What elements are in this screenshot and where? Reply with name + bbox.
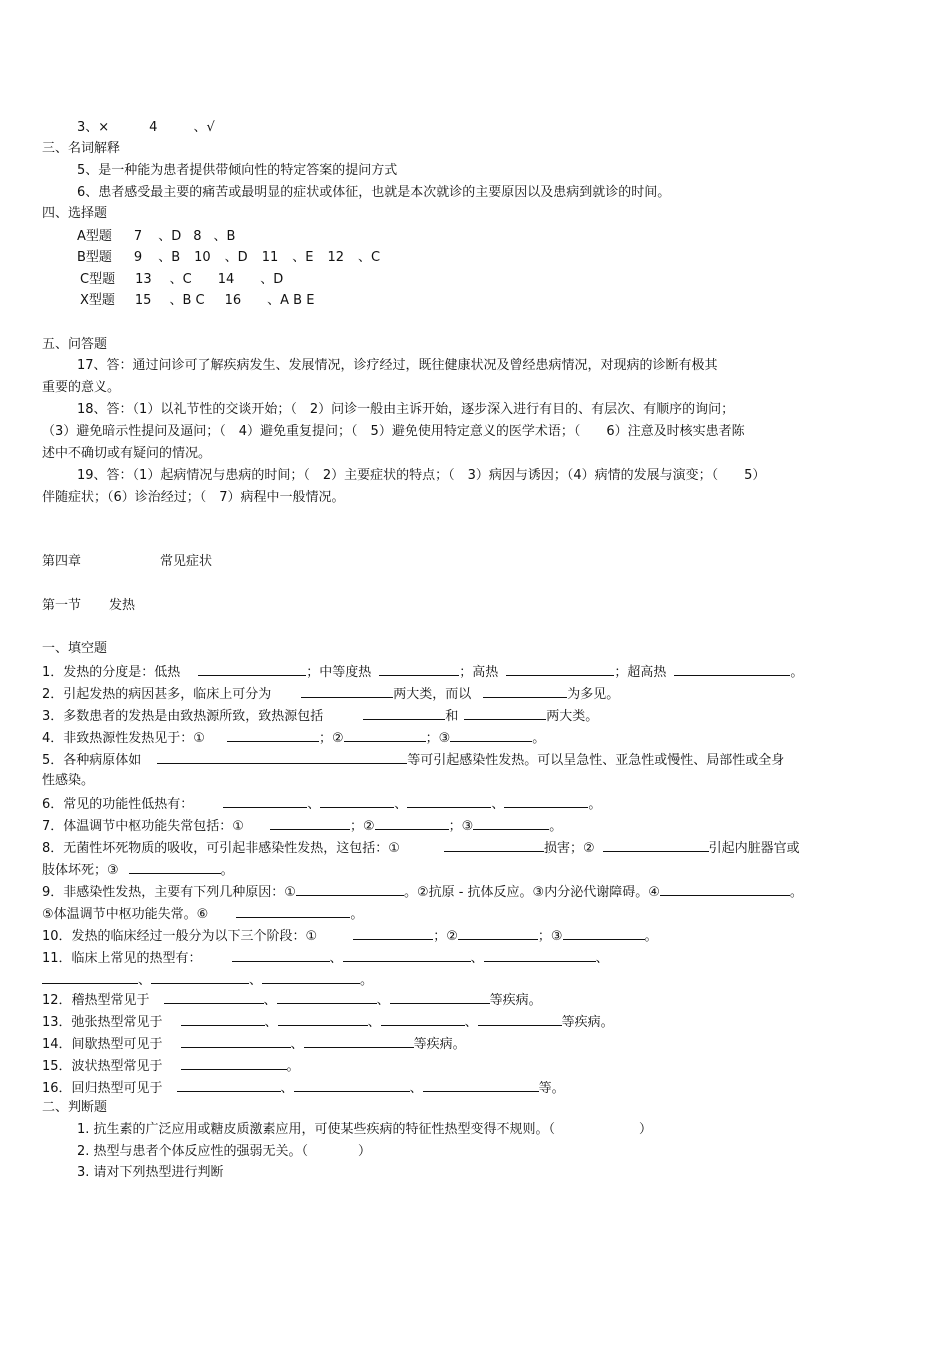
type-label: X型题 — [80, 293, 115, 308]
blank[interactable] — [464, 706, 546, 720]
q-text: 6．常见的功能性低热有： — [42, 797, 194, 812]
blank[interactable] — [296, 882, 404, 896]
q-text: 4．非致热源性发热见于：① — [42, 731, 205, 746]
blank[interactable] — [301, 684, 393, 698]
q-num: 11 — [261, 250, 279, 265]
answer-17-line1: 17、答：通过问诊可了解疾病发生、发展情况，诊疗经过，既往健康状况及曾经患病情况，对现病的诊断有极其 — [77, 358, 718, 373]
q-text: 2．引起发热的病因甚多，临床上可分为 — [42, 687, 272, 702]
blank[interactable] — [478, 1012, 562, 1026]
q-num: 7 — [133, 229, 143, 244]
fill-q16 — [42, 1078, 565, 1098]
blank[interactable] — [353, 926, 433, 940]
q-text: 2. 热型与患者个体反应性的强弱无关。（ — [77, 1144, 309, 1159]
answer-4-num: 4 — [149, 120, 158, 135]
blank[interactable] — [458, 926, 538, 940]
q-text: 肢体坏死；③ — [42, 863, 119, 878]
q-text: 、 — [280, 1081, 294, 1096]
fill-q8-cont — [42, 860, 234, 880]
judge-q3: 3. 请对下列热型进行判断 — [77, 1165, 224, 1180]
answer-19-line1: 19、答：（1）起病情况与患病的时间；（ 2）主要症状的特点；（ 3）病因与诱因；（4）病情的发展与演变；（ 5） — [77, 468, 766, 483]
fill-q9-cont — [42, 904, 363, 924]
fill-q15 — [42, 1056, 300, 1076]
blank[interactable] — [236, 904, 350, 918]
q-answer: 、B — [213, 229, 236, 244]
q-text: ；中等度热 — [306, 665, 372, 680]
q-text: 15．波状热型常见于 — [42, 1059, 163, 1074]
blank[interactable] — [444, 838, 544, 852]
judge-q2 — [77, 1143, 371, 1161]
q-text: 等疾病。 — [489, 993, 542, 1008]
q-answer: 、D — [260, 272, 284, 287]
blank[interactable] — [181, 1056, 287, 1070]
blank[interactable] — [483, 684, 567, 698]
q-text: 为多见。 — [567, 687, 620, 702]
q-text: 13．弛张热型常见于 — [42, 1015, 163, 1030]
answer-19-line2: 伴随症状；（6）诊治经过；（ 7）病程中一般情况。 — [42, 490, 345, 505]
blank[interactable] — [375, 816, 449, 830]
q-num: 16 — [224, 293, 242, 308]
blank[interactable] — [320, 794, 394, 808]
blank[interactable] — [381, 1012, 465, 1026]
q-text: ；③ — [425, 731, 451, 746]
q-text: 16．回归热型可见于 — [42, 1081, 163, 1096]
blank[interactable] — [223, 794, 307, 808]
section-number: 第一节 — [42, 598, 82, 613]
q-text: 等。 — [538, 1081, 565, 1096]
section-heading-3: 三、名词解释 — [42, 141, 121, 156]
choice-a-line — [77, 228, 235, 246]
q-text: 1. 抗生素的广泛应用或糖皮质激素应用，可使某些疾病的特征性热型变得不规则。（ — [77, 1122, 556, 1137]
q-text: 损害；② — [543, 841, 595, 856]
fill-q6 — [42, 794, 601, 814]
fill-q5-cont: 性感染。 — [42, 773, 95, 788]
q-text: 、 — [376, 993, 390, 1008]
blank[interactable] — [304, 1034, 414, 1048]
fill-q12 — [42, 990, 542, 1010]
fill-q3 — [42, 706, 598, 726]
blank[interactable] — [390, 990, 490, 1004]
q-text: ；③ — [537, 929, 563, 944]
blank[interactable] — [262, 970, 360, 984]
blank[interactable] — [278, 1012, 368, 1026]
q-text: 3．多数患者的发热是由致热源所致，致热源包括 — [42, 709, 324, 724]
fill-q13 — [42, 1012, 614, 1032]
q-text: ；② — [349, 819, 375, 834]
q-text: 。 — [360, 973, 374, 988]
blank[interactable] — [157, 750, 407, 764]
blank[interactable] — [181, 1012, 265, 1026]
blank[interactable] — [506, 662, 614, 676]
blank[interactable] — [227, 728, 319, 742]
q-text: 、 — [290, 1037, 304, 1052]
q-answer: 、E — [292, 250, 314, 265]
q-num: 13 — [135, 272, 152, 287]
q-text: 。 — [286, 1059, 300, 1074]
blank[interactable] — [660, 882, 790, 896]
q-text: ；② — [318, 731, 344, 746]
q-answer: 、B — [158, 250, 181, 265]
q-text: 、 — [264, 1015, 278, 1030]
choice-x-line — [80, 292, 314, 310]
q-text: 引起内脏器官或 — [708, 841, 800, 856]
q-text: ；② — [433, 929, 458, 944]
blank[interactable] — [343, 948, 471, 962]
blank[interactable] — [277, 990, 377, 1004]
answer-5: 5、是一种能为患者提供带倾向性的特定答案的提问方式 — [77, 163, 398, 178]
q-text: 和 — [445, 709, 459, 724]
q-answer: 、C — [169, 272, 192, 287]
q-text: 。 — [350, 907, 364, 922]
q-text: 、 — [394, 797, 408, 812]
type-label: C型题 — [80, 272, 116, 287]
judge-answer-line — [77, 119, 215, 137]
q-text: 14．间歇热型可见于 — [42, 1037, 163, 1052]
q-text: 。 — [790, 665, 804, 680]
q-text: 、 — [470, 951, 484, 966]
blank[interactable] — [177, 1078, 281, 1092]
blank[interactable] — [270, 816, 350, 830]
q-text: 11．临床上常见的热型有： — [42, 951, 202, 966]
blank[interactable] — [484, 948, 596, 962]
fill-heading: 一、填空题 — [42, 641, 108, 656]
fill-q14 — [42, 1034, 466, 1054]
q-text: ⑤体温调节中枢功能失常。⑥ — [42, 907, 209, 922]
fill-q7 — [42, 816, 562, 836]
blank[interactable] — [473, 816, 549, 830]
q-num: 15 — [134, 293, 152, 308]
blank[interactable] — [181, 1034, 291, 1048]
blank[interactable] — [504, 794, 588, 808]
answer-6: 6、患者感受最主要的痛苦或最明显的症状或体征，也就是本次就诊的主要原因以及患病到就诊的时间。 — [77, 185, 671, 200]
q-num: 8 — [193, 229, 202, 244]
q-text: ） — [358, 1144, 372, 1159]
section-title: 发热 — [109, 598, 136, 613]
blank[interactable] — [423, 1078, 539, 1092]
fill-q11-cont — [42, 970, 373, 990]
q-text: ；超高热 — [614, 665, 667, 680]
section-heading-4: 四、选择题 — [42, 206, 108, 221]
blank[interactable] — [129, 860, 221, 874]
q-text: 12．稽热型常见于 — [42, 993, 150, 1008]
type-label: B型题 — [77, 250, 112, 265]
blank[interactable] — [603, 838, 709, 852]
q-text: 两大类。 — [546, 709, 599, 724]
choice-b-line — [77, 249, 380, 267]
q-text: 7．体温调节中枢功能失常包括：① — [42, 819, 244, 834]
fill-q2 — [42, 684, 619, 704]
answer-3: 3、× — [77, 120, 110, 135]
q-text: 。 — [549, 819, 563, 834]
q-text: ；高热 — [459, 665, 499, 680]
q-num: 9 — [133, 250, 143, 265]
q-text: 、 — [263, 993, 277, 1008]
q-text: 8．无菌性坏死物质的吸收，可引起非感染性发热，这包括：① — [42, 841, 400, 856]
q-text: 。 — [588, 797, 602, 812]
fill-q4 — [42, 728, 545, 748]
answer-18-line1: 18、答：（1）以礼节性的交谈开始；（ 2）问诊一般由主诉开始，逐步深入进行有目的、有层次、有顺序的询问； — [77, 402, 735, 417]
q-text: ） — [639, 1122, 653, 1137]
chapter-number: 第四章 — [42, 554, 82, 569]
q-text: 。 — [220, 863, 234, 878]
answer-17-line2: 重要的意义。 — [42, 380, 121, 395]
judge-q1 — [77, 1121, 652, 1139]
q-num: 10 — [194, 250, 211, 265]
section-heading-5: 五、问答题 — [42, 337, 108, 352]
q-text: 、 — [249, 973, 263, 988]
fill-q1 — [42, 662, 803, 682]
blank[interactable] — [363, 706, 445, 720]
judge-heading: 二、判断题 — [42, 1100, 108, 1115]
answer-18-line2: （3）避免暗示性提问及逼问；（ 4）避免重复提问；（ 5）避免使用特定意义的医学术语；（ 6）注意及时核实患者陈 — [42, 424, 745, 439]
q-answer: 、C — [358, 250, 381, 265]
q-text: 、 — [491, 797, 505, 812]
q-text: 。②抗原 - 抗体反应。③内分泌代谢障碍。④ — [403, 885, 660, 900]
q-text: 。 — [644, 929, 658, 944]
q-num: 12 — [327, 250, 344, 265]
q-answer: 、D — [224, 250, 248, 265]
blank[interactable] — [42, 970, 138, 984]
q-text: 1．发热的分度是：低热 — [42, 665, 181, 680]
q-text: 。 — [532, 731, 546, 746]
q-answer: 、B C — [169, 293, 205, 308]
q-text: ；③ — [448, 819, 474, 834]
blank[interactable] — [407, 794, 491, 808]
q-text: 5．各种病原体如 — [42, 753, 142, 768]
blank[interactable] — [563, 926, 645, 940]
choice-c-line — [80, 271, 283, 289]
q-text: 、 — [138, 973, 152, 988]
blank[interactable] — [232, 948, 330, 962]
fill-q10 — [42, 926, 658, 946]
answer-18-line3: 述中不确切或有疑问的情况。 — [42, 446, 212, 461]
blank[interactable] — [674, 662, 790, 676]
blank[interactable] — [344, 728, 426, 742]
q-text: 。 — [789, 885, 803, 900]
type-label: A型题 — [77, 229, 112, 244]
q-text: 、 — [307, 797, 321, 812]
fill-q5 — [42, 750, 784, 770]
q-text: 、 — [367, 1015, 381, 1030]
q-answer: 、A B E — [267, 293, 315, 308]
fill-q8 — [42, 838, 800, 858]
chapter-title: 常见症状 — [160, 554, 213, 569]
q-num: 14 — [217, 272, 235, 287]
q-text: 、 — [329, 951, 343, 966]
blank[interactable] — [151, 970, 249, 984]
q-text: 两大类，而以 — [393, 687, 472, 702]
fill-q11 — [42, 948, 609, 968]
q-text: 等可引起感染性发热。可以呈急性、亚急性或慢性、局部性或全身 — [407, 753, 785, 768]
blank[interactable] — [379, 662, 459, 676]
q-answer: 、D — [158, 229, 182, 244]
q-text: 10．发热的临床经过一般分为以下三个阶段：① — [42, 929, 318, 944]
answer-4-mark: 、√ — [193, 120, 215, 135]
blank[interactable] — [164, 990, 264, 1004]
blank[interactable] — [198, 662, 306, 676]
q-text: 等疾病。 — [561, 1015, 614, 1030]
blank[interactable] — [294, 1078, 410, 1092]
q-text: 、 — [464, 1015, 478, 1030]
blank[interactable] — [450, 728, 532, 742]
q-text: 、 — [409, 1081, 423, 1096]
q-text: 等疾病。 — [413, 1037, 466, 1052]
q-text: 9．非感染性发热，主要有下列几种原因：① — [42, 885, 296, 900]
fill-q9 — [42, 882, 803, 902]
q-text: 、 — [595, 951, 609, 966]
